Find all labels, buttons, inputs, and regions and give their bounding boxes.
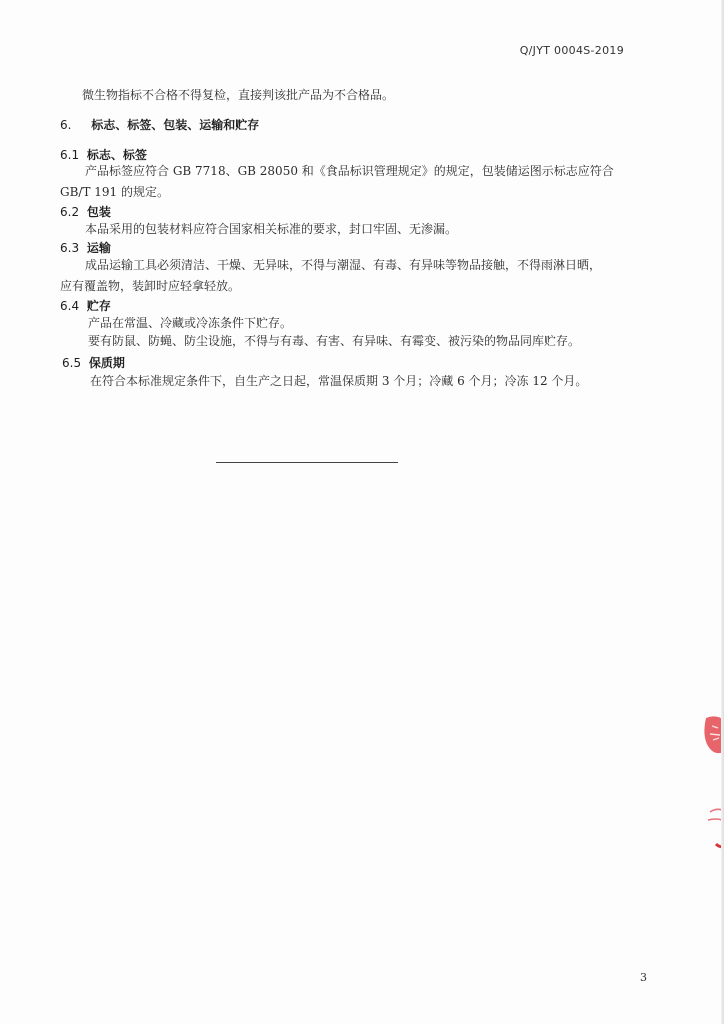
section-6-1-title: 标志、标签	[86, 148, 147, 162]
section-6-5-heading	[62, 356, 125, 370]
section-6-3-number: 6.3	[60, 241, 80, 255]
intro-line: 微生物指标不合格不得复检，直接判该批产品为不合格品。	[82, 88, 395, 102]
section-6-2-line-1: 本品采用的包装材料应符合国家相关标准的要求，封口牢固、无渗漏。	[85, 222, 458, 236]
section-6-4-line-1: 产品在常温、冷藏或冷冻条件下贮存。	[88, 316, 293, 330]
section-6-1-heading	[60, 148, 147, 162]
section-6-5-line-1: 在符合本标准规定条件下，自生产之日起，常温保质期 3 个月；冷藏 6 个月；冷冻 12 个月。	[90, 374, 588, 388]
section-6-5-number: 6.5	[62, 356, 82, 370]
section-6-3-line-1: 成品运输工具必须清洁、干燥、无异味，不得与潮湿、有毒、有异味等物品接触，不得雨淋日晒，	[85, 258, 602, 272]
section-6-heading	[60, 118, 259, 132]
end-of-standard-rule	[216, 462, 398, 463]
section-6-2-heading	[60, 205, 111, 219]
section-6-title: 标志、标签、包装、运输和贮存	[91, 118, 260, 132]
section-6-2-title: 包装	[86, 205, 111, 219]
section-6-5-title: 保质期	[88, 356, 125, 370]
section-6-4-heading	[60, 299, 111, 313]
section-6-2-number: 6.2	[60, 205, 80, 219]
section-6-4-number: 6.4	[60, 299, 80, 313]
page-number: 3	[640, 971, 647, 984]
section-6-number: 6.	[60, 118, 72, 132]
section-6-3-heading	[60, 241, 111, 255]
section-6-1-line-2: GB/T 191 的规定。	[60, 185, 169, 199]
section-6-1-number: 6.1	[60, 148, 80, 162]
section-6-3-line-2: 应有覆盖物，装卸时应轻拿轻放。	[60, 279, 241, 293]
document-code: Q/JYT 0004S-2019	[519, 44, 624, 57]
section-6-4-line-2: 要有防鼠、防蝇、防尘设施，不得与有毒、有害、有异味、有霉变、被污染的物品同库贮存。	[88, 334, 581, 348]
section-6-3-title: 运输	[86, 241, 111, 255]
section-6-1-line-1: 产品标签应符合 GB 7718、GB 28050 和《食品标识管理规定》的规定，包装储运图示标志应符合	[85, 164, 614, 178]
section-6-4-title: 贮存	[86, 299, 111, 313]
